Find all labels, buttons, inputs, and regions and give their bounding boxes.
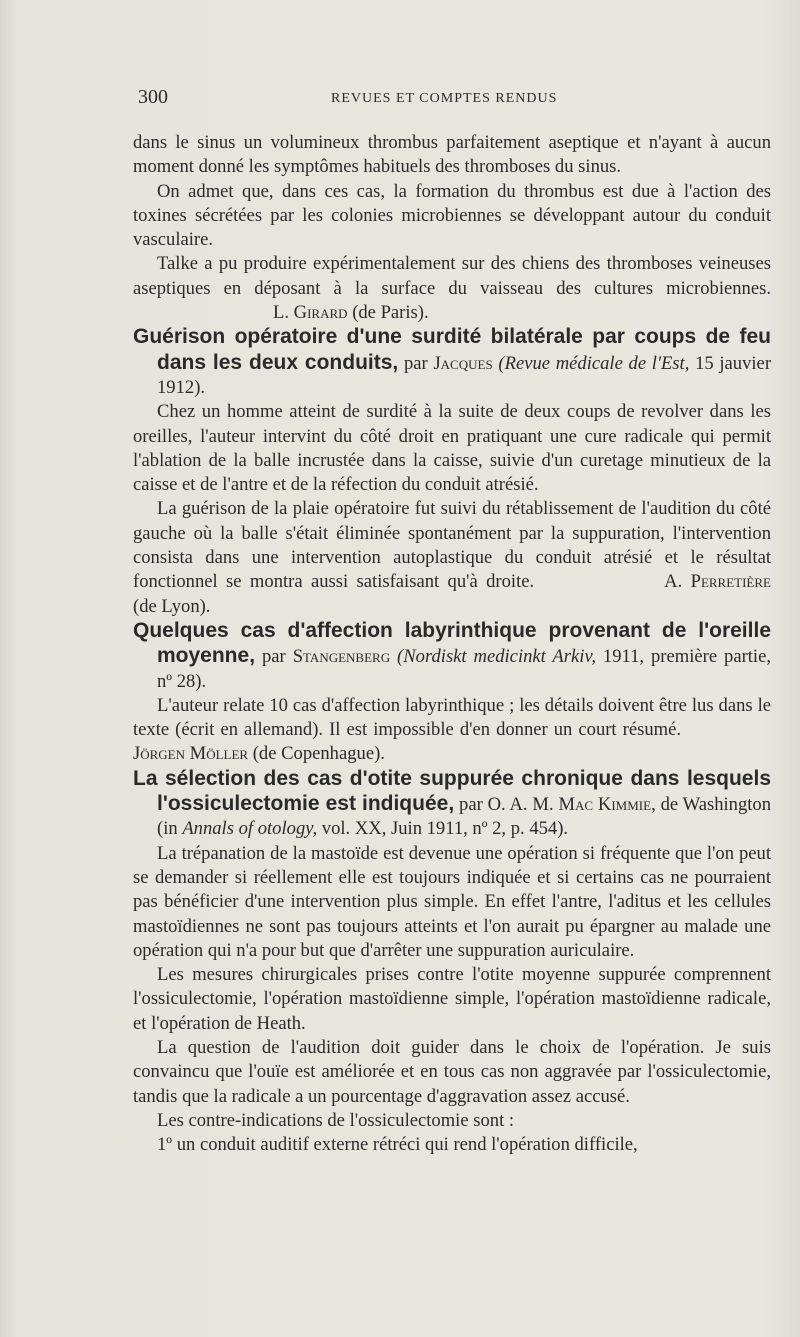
signature-place: (de Paris). (352, 302, 429, 324)
paragraph: Les mesures chirurgicales prises contre l'otite moyenne suppurée comprennent l'ossiculectomie, l'opération mastoïdienne simple, l'opération mastoïdienne radicale, et l'opération de Heath. (133, 964, 771, 1034)
review-heading (133, 619, 771, 694)
review-source: (Revue médicale de l'Est, (498, 352, 690, 374)
article-body (133, 131, 771, 1157)
review-date: vol. XX, Juin 1911, nº 2, p. 454). (321, 818, 569, 840)
review-heading (133, 325, 771, 400)
paragraph: La trépanation de la mastoïde est devenue une opération si fréquente que l'on peut se demander si réellement elle est toujours indiquée et si certains cas ne pourraient pas bénéficier d'une intervention plus simple. En effet l'antre, l'aditus et les cellules mastoïdiennes ne sont pas toujours atteints et l'on aurait pu épargner au malade une opération qui n'a pour but que d'arrêter une suppuration auriculaire. (133, 842, 771, 961)
paragraph: dans le sinus un volumineux thrombus parfaitement aseptique et n'ayant à aucun moment donné les symptômes habituels des thromboses du sinus. (133, 132, 771, 178)
review-title: La sélection des cas d'otite suppurée chronique dans lesquels l'ossiculectomie est indiquée, (133, 766, 771, 816)
review-author: Mac Kimmie (558, 794, 652, 816)
signature-place: (de Lyon). (133, 595, 211, 617)
paragraph: 1º un conduit auditif externe rétréci qui rend l'opération difficile, (157, 1134, 638, 1156)
page-number: 300 (138, 86, 168, 108)
page-header (138, 86, 778, 116)
review-title: Quelques cas d'affection labyrinthique provenant de l'oreille moyenne, (133, 618, 771, 668)
signature-name: A. Perretière (664, 571, 771, 593)
review-by: par (261, 646, 286, 668)
signature-name: Jörgen Möller (133, 743, 249, 765)
review-date: 1911, première partie, nº 28). (157, 646, 771, 692)
paragraph (133, 252, 771, 325)
review-by: par (403, 352, 428, 374)
review-heading (133, 767, 771, 842)
review-source: (Nordiskt medicinkt Arkiv, (397, 646, 596, 668)
paragraph-text: L'auteur relate 10 cas d'affection labyrinthique ; les détails doivent être lus dans le texte (écrit en allemand). Il est impossible d'en donner un court résumé. (133, 694, 771, 741)
running-head: REVUES ET COMPTES RENDUS (331, 91, 558, 106)
paragraph: Chez un homme atteint de surdité à la suite de deux coups de revolver dans les oreilles, l'auteur intervint du côté droit en pratiquant une cure radicale qui permit l'ablation de la balle incrustée dans la caisse, suivie d'un curetage minutieux de la caisse et de l'antre et de la réfection du conduit atrésié. (133, 401, 771, 496)
review-author: Stangenberg (292, 646, 391, 668)
signature-name: L. Girard (273, 302, 348, 324)
signature-place: (de Copenhague). (252, 743, 385, 765)
paragraph (133, 497, 771, 618)
review-date: 15 jauvier 1912). (157, 352, 772, 398)
review-by: par O. A. M. (459, 794, 554, 816)
paragraph: La question de l'audition doit guider dans le choix de l'opération. Je suis convaincu que l'ouïe est améliorée et en tous cas non aggravée par l'ossiculectomie, tandis que la radicale a un pourcentage d'aggravation assez accusé. (133, 1036, 771, 1107)
paragraph-text: Talke a pu produire expérimentalement sur des chiens des thromboses veineuses aseptiques en déposant à la surface du vaisseau des cultures microbiennes. (133, 253, 771, 299)
paragraph: On admet que, dans ces cas, la formation du thrombus est due à l'action des toxines sécrétées par les colonies microbiennes se développant autour du conduit vasculaire. (133, 180, 771, 251)
review-author: Jacques (433, 352, 493, 374)
paragraph-text: La guérison de la plaie opératoire fut suivi du rétablissement de l'audition du côté gauche où la balle s'était éliminée spontanément par la suppuration, l'intervention consista dans une intervention autoplastique du conduit atrésié et le résultat fonctionnel se montra aussi satisfaisant qu'à droite. (133, 498, 771, 593)
review-source: Annals of otology, (182, 818, 318, 840)
paragraph (133, 694, 771, 767)
paragraph: Les contre-indications de l'ossiculectomie sont : (157, 1109, 515, 1131)
review-title: Guérison opératoire d'une surdité bilatérale par coups de feu dans les deux conduits, (133, 325, 771, 374)
review-place: , de Washington (in (157, 794, 772, 840)
